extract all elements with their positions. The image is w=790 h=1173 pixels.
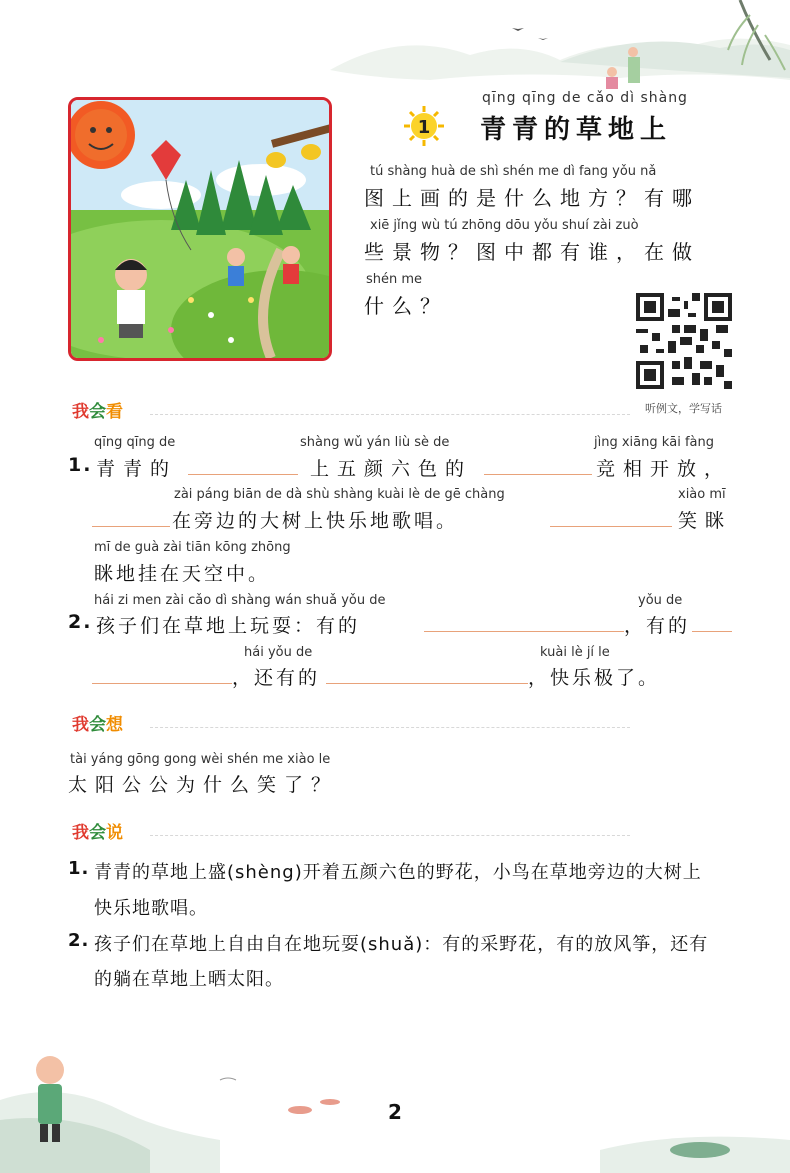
section-label-char: 会 xyxy=(89,402,106,422)
intro-line3-pinyin: shén me xyxy=(366,272,423,287)
think-question-pinyin: tài yáng gōng gong wèi shén me xiào le xyxy=(70,752,331,767)
q1-number: 1. xyxy=(68,454,93,476)
q2-number: 2. xyxy=(68,611,93,633)
say-item-line: 孩子们在草地上自由自在地玩耍(shuǎ)：有的采野花，有的放风筝，还有 xyxy=(94,934,709,955)
section-label-char: 我 xyxy=(72,823,89,843)
section-label-say xyxy=(66,818,129,846)
q1-part1-pinyin: qīng qīng de xyxy=(94,435,176,450)
page-number: 2 xyxy=(388,1100,402,1124)
section-label-char: 想 xyxy=(106,715,123,735)
section-label-char: 看 xyxy=(106,402,123,422)
q1-part1: 青青的 xyxy=(96,458,178,480)
decorative-landscape-top xyxy=(0,0,790,90)
q2-part3-pinyin: hái yǒu de xyxy=(244,645,313,660)
q1-part5: 笑眯 xyxy=(678,510,733,532)
lesson-number: 1 xyxy=(417,117,431,138)
divider xyxy=(150,727,630,728)
qr-code[interactable] xyxy=(636,293,732,389)
say-item-number: 1. xyxy=(68,858,90,879)
section-label-char: 我 xyxy=(72,402,89,422)
intro-line1-pinyin: tú shàng huà de shì shén me dì fang yǒu nǎ xyxy=(370,164,657,179)
q2-part1: 孩子们在草地上玩耍：有的 xyxy=(96,615,361,637)
q2-part4-pinyin: kuài lè jí le xyxy=(540,645,610,660)
q1-part6: 眯地挂在天空中。 xyxy=(94,563,271,585)
q2-part4: ，快乐极了。 xyxy=(528,667,661,689)
answer-blank[interactable] xyxy=(550,526,672,527)
answer-blank[interactable] xyxy=(188,474,298,475)
lesson-title-pinyin: qīng qīng de cǎo dì shàng xyxy=(482,90,688,106)
q2-part2: ，有的 xyxy=(624,615,691,637)
q1-part4-pinyin: zài páng biān de dà shù shàng kuài lè de gē chàng xyxy=(174,487,505,502)
intro-line1: 图上画的是什么地方？有哪 xyxy=(364,186,700,210)
say-item-number: 2. xyxy=(68,930,90,951)
qr-caption: 听例文，学写话 xyxy=(645,402,722,415)
section-label-char: 我 xyxy=(72,715,89,735)
scene-illustration xyxy=(68,97,332,361)
fish-icon xyxy=(288,1099,340,1114)
intro-line2: 些景物？图中都有谁，在做 xyxy=(364,240,700,264)
bird-icon xyxy=(512,28,548,40)
section-label-think xyxy=(66,710,129,738)
q1-part3: 竞相开放， xyxy=(596,458,732,480)
divider xyxy=(150,414,630,415)
q1-part3-pinyin: jìng xiāng kāi fàng xyxy=(594,435,715,450)
lesson-title: 青青的草地上 xyxy=(480,115,673,145)
q2-part1-pinyin: hái zi men zài cǎo dì shàng wán shuǎ yǒu de xyxy=(94,593,386,608)
say-item-line: 青青的草地上盛(shèng)开着五颜六色的野花，小鸟在草地旁边的大树上 xyxy=(94,862,702,883)
q1-part4: 在旁边的大树上快乐地歌唱。 xyxy=(172,510,459,532)
q1-part2-pinyin: shàng wǔ yán liù sè de xyxy=(300,435,450,450)
q2-part3: ，还有的 xyxy=(232,667,321,689)
intro-line3: 什么？ xyxy=(364,294,448,318)
answer-blank[interactable] xyxy=(692,631,732,632)
think-question: 太阳公公为什么笑了？ xyxy=(68,774,339,796)
lesson-number-badge xyxy=(404,106,444,146)
q1-part5-pinyin: xiào mī xyxy=(678,487,726,502)
q1-part2: 上五颜六色的 xyxy=(310,458,473,480)
answer-blank[interactable] xyxy=(92,526,170,527)
section-label-char: 会 xyxy=(89,823,106,843)
q1-part6-pinyin: mī de guà zài tiān kōng zhōng xyxy=(94,540,291,555)
answer-blank[interactable] xyxy=(92,683,232,684)
q2-part2-pinyin: yǒu de xyxy=(638,593,683,608)
intro-line2-pinyin: xiē jǐng wù tú zhōng dōu yǒu shuí zài zuò xyxy=(370,218,639,233)
answer-blank[interactable] xyxy=(484,474,592,475)
section-label-char: 说 xyxy=(106,823,123,843)
say-item-line: 的躺在草地上晒太阳。 xyxy=(94,969,284,990)
answer-blank[interactable] xyxy=(424,631,624,632)
divider xyxy=(150,835,630,836)
answer-blank[interactable] xyxy=(326,683,528,684)
section-label-look xyxy=(66,397,129,425)
section-label-char: 会 xyxy=(89,715,106,735)
say-item-line: 快乐地歌唱。 xyxy=(94,898,208,919)
